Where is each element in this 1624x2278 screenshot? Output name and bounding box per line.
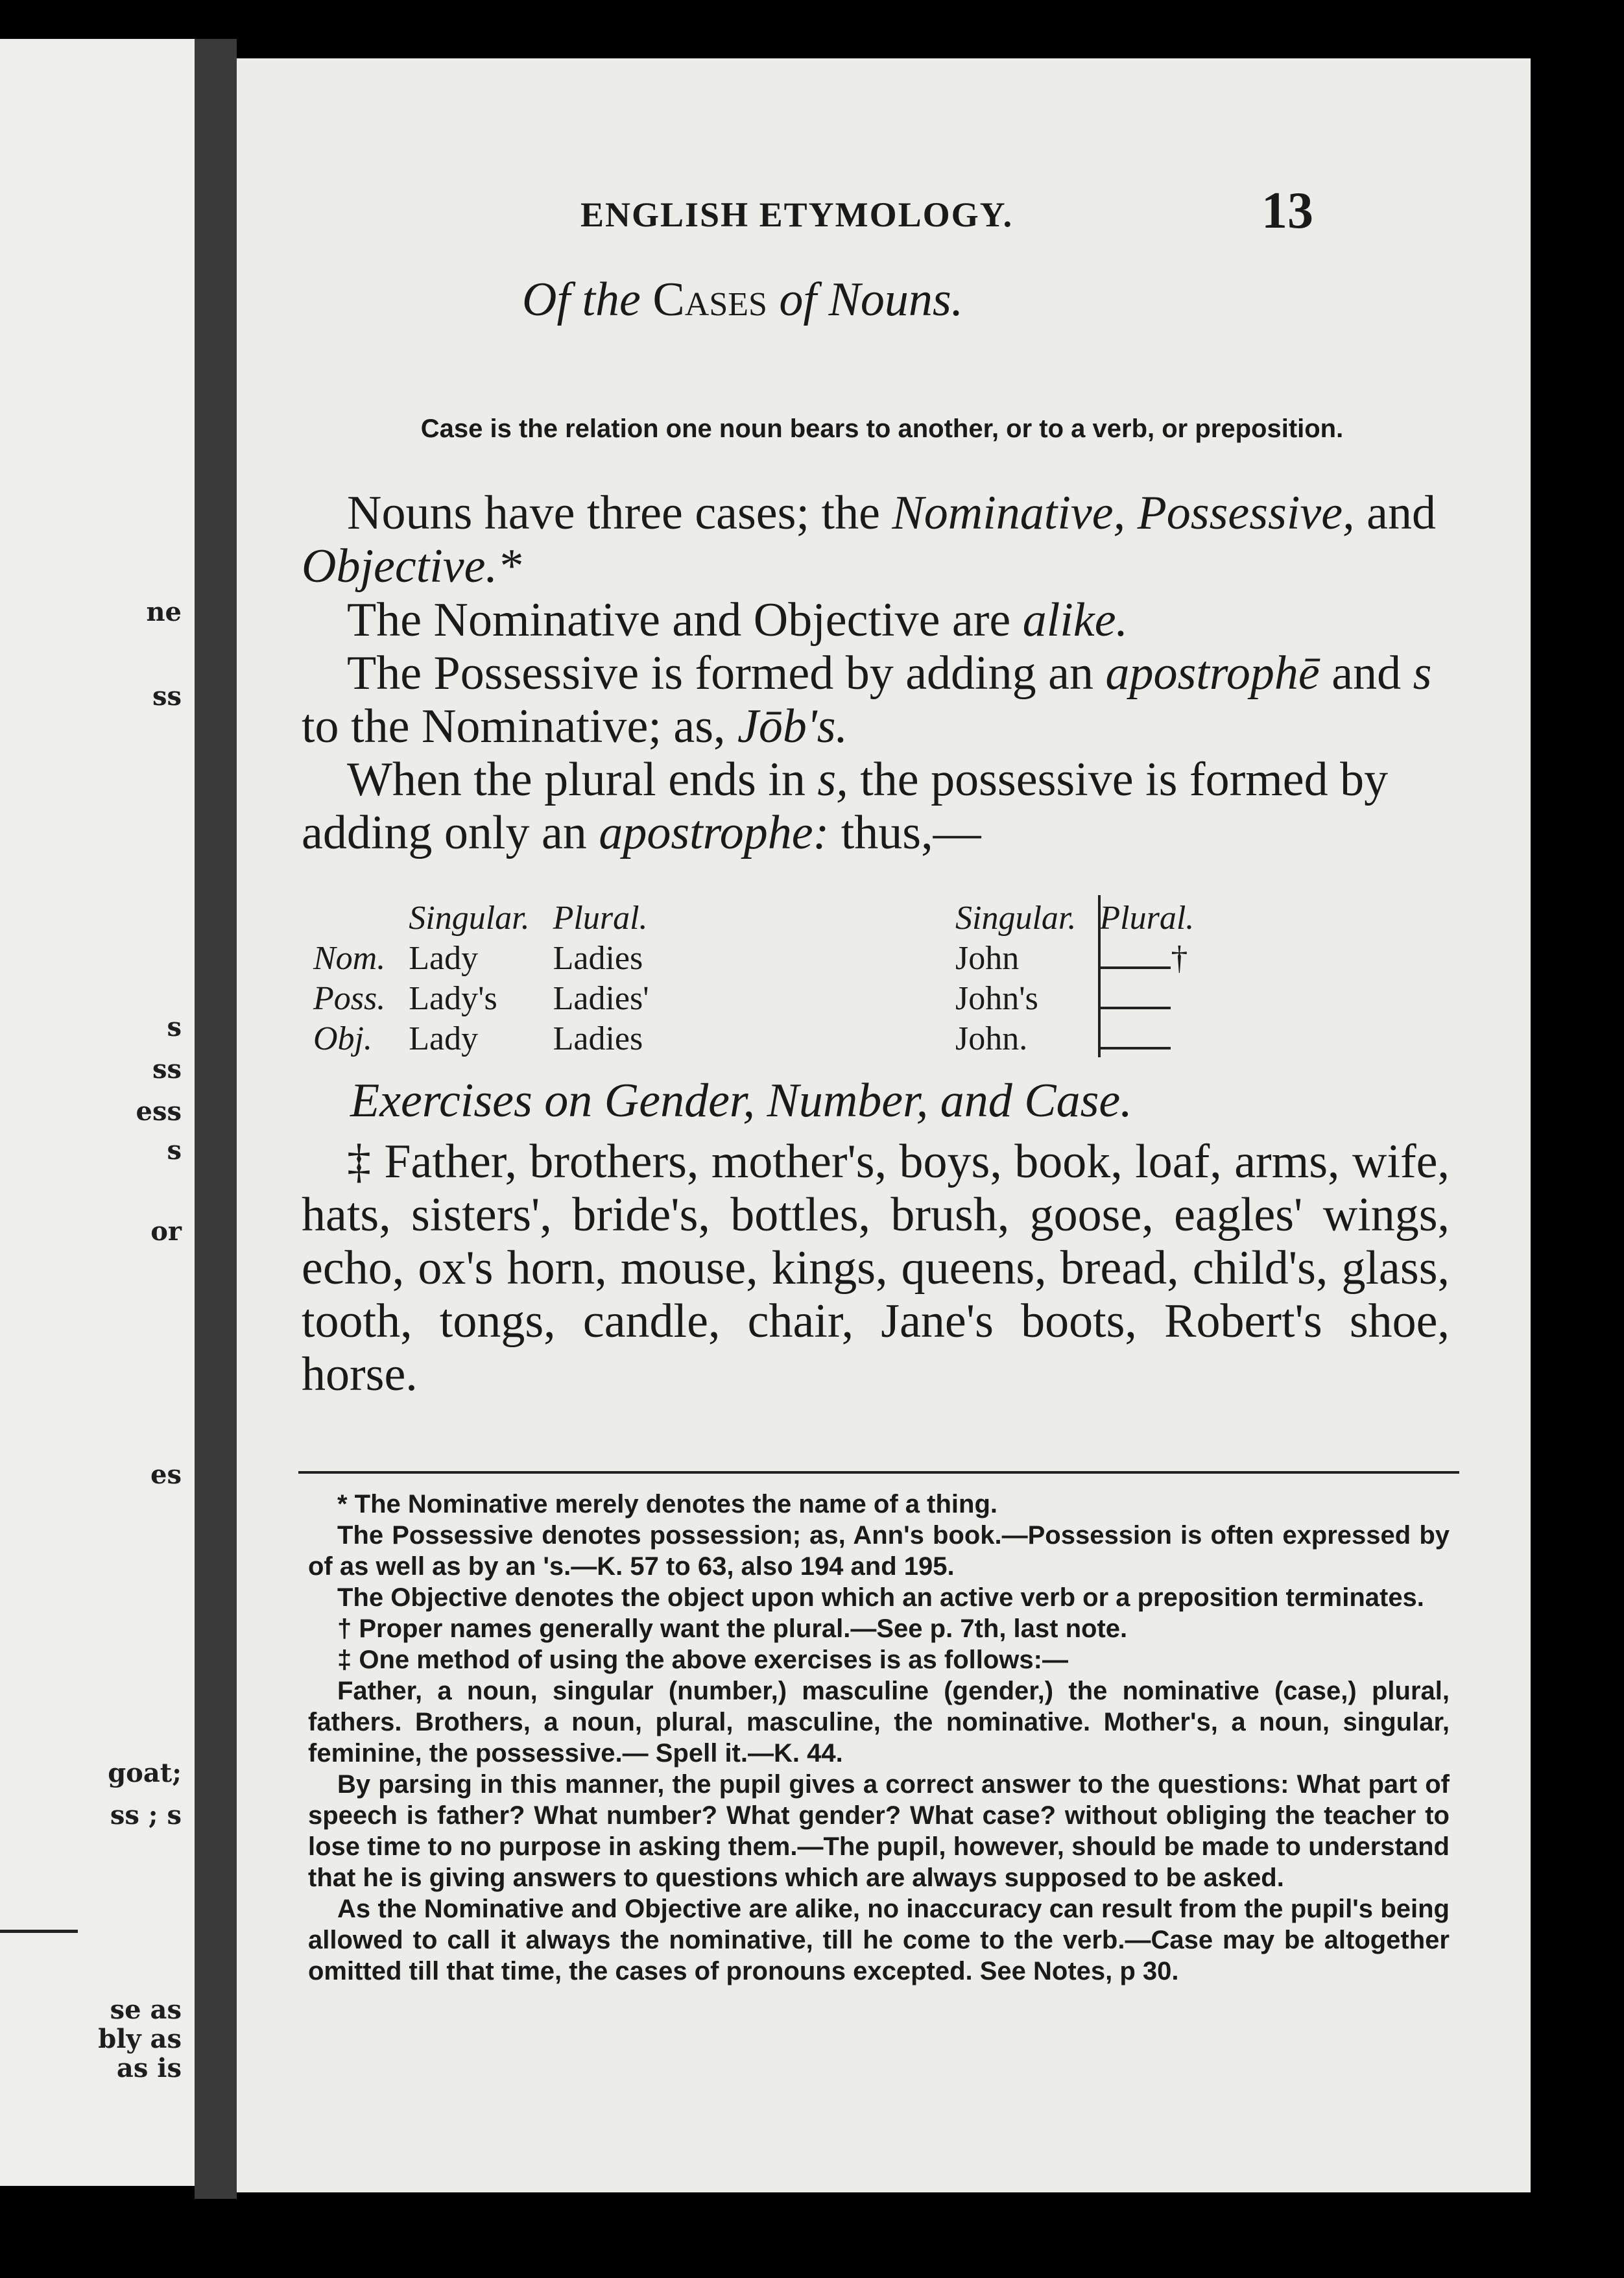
left-page-fragment: or [150,1216,182,1247]
running-head: ENGLISH ETYMOLOGY. [580,195,1014,234]
p1-possessive: Possessive, [1137,486,1355,540]
p4-apostrophe: apostrophe: [599,806,830,859]
p1-nominative: Nominative, [892,486,1126,540]
case-definition: Case is the relation one noun bears to another, or to a verb, or preposition. [420,414,1344,443]
footnote-rule [298,1471,1459,1474]
table-header-cell: Plural. [1099,900,1195,937]
table-cell: Obj. [313,1020,372,1057]
table-cell: Poss. [313,980,386,1017]
p3-text: The Possessive is formed by adding an [347,647,1106,700]
p2-alike: alike. [1022,593,1128,647]
title-nouns: Nouns. [828,273,964,326]
title-of2: of [779,273,817,326]
table-row [302,979,661,1019]
left-page-fragment: ss [152,1054,182,1085]
footnote-nominative-alike: As the Nominative and Objective are alike, no inaccuracy can result from the pupil's being allowed to call it always the nominative, till he come to the verb.—Case may be altogether omitted till that time, the cases of pronouns excepted. See Notes, p 30. [308,1895,1450,1985]
table-cell [1088,979,1206,1019]
p1-text: Nouns have three cases; the [347,486,892,540]
omitted-plural-dash [1099,1007,1171,1009]
title-of: Of the [522,273,641,326]
p4-s: s, [817,753,848,806]
left-page-fragment: se as [110,1995,182,2025]
book-gutter [195,39,237,2199]
footnotes [308,1489,1450,1987]
footnote-mark: † [1171,940,1188,977]
table-cell [1088,939,1206,979]
p4-thus: thus,— [829,806,981,859]
p4-possessive: the possessive is formed by adding only an [302,753,1389,859]
paragraph-three-cases [302,486,1450,593]
left-page-fragment: bly as [98,2024,182,2054]
left-page-rule [0,1930,78,1933]
table-cell: Lady [409,940,479,977]
left-page-fragment: ne [146,597,182,627]
section-title [522,272,963,328]
case-table-lady-body [302,939,661,1059]
table-cell: John's [955,980,1038,1017]
left-page-fragment: ss ; s [110,1800,182,1830]
p1-and: and [1354,486,1436,540]
book-page [237,58,1531,2192]
case-table-john-body [944,939,1206,1059]
footnote-possessive: The Possessive denotes possession; as, Ann's book.—Possession is often expressed by of as well as by an 's.—K. 57 to 63, also 194 and 195. [308,1521,1450,1581]
table-row [302,1019,661,1059]
p3-to-nominative: to the Nominative; as, [302,700,738,753]
table-cell: Ladies [553,1020,643,1057]
paragraph-plural [302,753,1450,859]
table-cell: Nom. [313,940,386,977]
table-row [944,939,1206,979]
footnote-nominative: * The Nominative merely denotes the name of a thing. [337,1490,997,1518]
exercise-list: ‡ Father, brothers, mother's, boys, book, loaf, arms, wife, hats, sisters', bride's, bottles, brush, goose, eagles' wings, echo, ox's horn, mouse, kings, queens, bread, child's, glass, tooth, tongs, candle, chair, Jane's boots, Robert's shoe, horse. [302,1135,1450,1401]
table-cell: Ladies' [553,980,649,1017]
left-page-fragment: ess [136,1096,182,1127]
table-header-cell: Plural. [553,900,648,937]
table-row [944,979,1206,1019]
footnote-father-example: Father, a noun, singular (number,) masculine (gender,) the nominative (case,) plural, fathers. Brothers, a noun, plural, masculine, the nominative. Mother's, a noun, singular, feminine, the possessive.— Spell it.—K. 44. [308,1677,1450,1768]
left-page-fragment: goat; [108,1758,182,1788]
table-header-cell: Singular. [955,900,1077,937]
table-row [944,1019,1206,1059]
p4-text: When the plural ends in [347,753,818,806]
footnote-parsing: By parsing in this manner, the pupil gives a correct answer to the questions: What part of speech is father? What number? What gender? What case? without obliging the teacher to lose time to no purpose in asking them.—The pupil, however, should be made to understand that he is giving answers to questions which are always supposed to be asked. [308,1770,1450,1892]
p3-apostrophe: apostrophē [1105,647,1320,700]
case-table-lady [302,898,661,1059]
left-page-fragment: as is [116,2053,182,2083]
table-cell: Lady [409,1020,479,1057]
table-cell: John [955,940,1020,977]
paragraph-alike [302,593,1450,647]
exercise-heading: Exercises on Gender, Number, and Case. [350,1074,1132,1127]
table-cell: John. [955,1020,1028,1057]
p3-s: s [1413,647,1432,700]
title-cases: Cases [652,273,767,326]
table-cell: Ladies [553,940,643,977]
p2-text: The Nominative and Objective are [347,593,1023,647]
footnote-method: ‡ One method of using the above exercises is as follows:— [337,1646,1068,1674]
table-header-cell [302,898,397,939]
paragraph-possessive [302,647,1450,753]
footnote-objective: The Objective denotes the object upon which an active verb or a preposition terminates. [337,1583,1424,1612]
table-cell [1088,1019,1206,1059]
p1-objective: Objective.* [302,540,521,593]
p3-jobs: Jōb's. [737,700,848,753]
footnote-proper-names: † Proper names generally want the plural.—See p. 7th, last note. [337,1614,1128,1643]
case-table-lady-header [302,898,661,939]
case-table-john [944,898,1206,1059]
page-number: 13 [1261,182,1313,239]
p3-and: and [1319,647,1413,700]
table-row [302,939,661,979]
table-header-cell: Singular. [409,900,530,937]
table-cell: Lady's [409,980,497,1017]
omitted-plural-dash [1099,966,1171,969]
left-page-fragment: es [150,1459,182,1490]
left-page-fragment: s [167,1135,182,1166]
left-page-fragment: ss [152,681,182,712]
case-table-john-header [944,898,1206,939]
omitted-plural-dash [1099,1047,1171,1049]
left-page-fragment: s [167,1012,182,1042]
